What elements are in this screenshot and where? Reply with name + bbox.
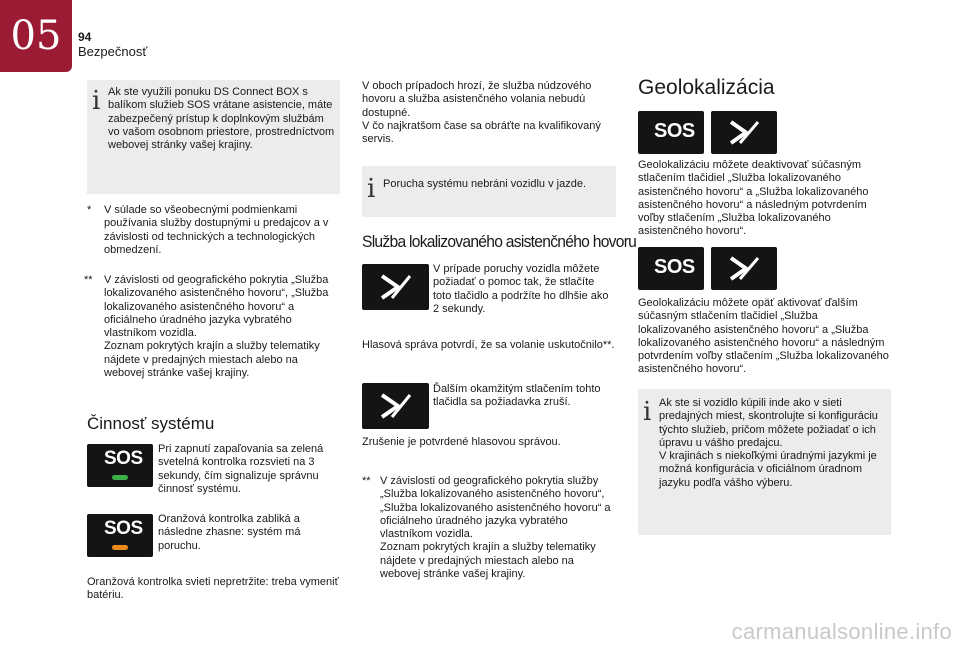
- footnote-paragraph: V závislosti od geografického pokrytia „Služba lokalizovaného asistenčného hovoru“, „Služba lokalizovaného asistenčného hovoru“ a oficiálneho úradného jazyka vybratého vlastníkom vozidla.: [104, 274, 329, 340]
- body-text: Hlasová správa potvrdí, že sa volanie uskutočnilo**.: [362, 339, 615, 351]
- info-box: [638, 389, 891, 535]
- ds-logo-icon: [362, 383, 429, 429]
- footnote-text: V súlade so všeobecnými podmienkami používania služby dostupnými u predajcov a v závislosti od technických a technologických obmedzení.: [104, 204, 329, 256]
- ds-logo-icon: [711, 111, 777, 154]
- sos-button-image: [638, 247, 704, 290]
- footnote-marker: *: [87, 204, 92, 216]
- info-icon: i: [92, 86, 101, 116]
- footnote-paragraph: Zoznam pokrytých krajín a služby telematiky nájdete v predajných miestach alebo na webovej stránke vašej krajiny.: [380, 541, 596, 581]
- section-title: Bezpečnosť: [78, 44, 148, 59]
- info-paragraph: Ak ste si vozidlo kúpili inde ako v sieti predajných miest, skontrolujte si konfiguráciu týchto služieb, pričom môžete požiadať o ich úpravu u vášho predajcu.: [659, 397, 878, 449]
- ds-button-image: [362, 264, 429, 310]
- body-text: Geolokalizáciu môžete deaktivovať súčasným stlačením tlačidiel „Služba lokalizovaného asistenčného hovoru“ a „Služba lokalizovaného asistenčného hovoru“ a následným potvrdením voľby stlačením „Služba lokalizovaného asistenčného hovoru“.: [638, 159, 869, 238]
- info-text: [659, 397, 887, 490]
- page-number: 94: [78, 30, 92, 44]
- green-led-icon: [112, 475, 128, 480]
- section-heading: Služba lokalizovaného asistenčného hovoru: [362, 232, 637, 251]
- body-paragraph: V oboch prípadoch hrozí, že služba núdzového hovoru a služba asistenčného volania nebudú dostupné.: [362, 80, 592, 119]
- info-icon: i: [367, 174, 376, 204]
- orange-led-icon: [112, 545, 128, 550]
- info-text: Porucha systému nebráni vozidlu v jazde.: [383, 178, 586, 190]
- footnote-marker: **: [84, 274, 93, 286]
- chapter-number: 05: [10, 13, 62, 59]
- sos-label: SOS: [654, 256, 695, 278]
- item-text: V prípade poruchy vozidla môžete požiadať o pomoc tak, že stlačíte toto tlačidlo a podržíte ho dlhšie ako 2 sekundy.: [433, 263, 609, 315]
- body-text: Oranžová kontrolka svieti nepretržite: treba vymeniť batériu.: [87, 576, 339, 602]
- footnote-paragraph: Zoznam pokrytých krajín a služby telematiky nájdete v predajných miestach alebo na webovej stránke vašej krajiny.: [104, 340, 320, 380]
- sos-label: SOS: [654, 120, 695, 142]
- chapter-tab: [0, 0, 72, 72]
- body-text: Zrušenie je potvrdené hlasovou správou.: [362, 436, 561, 448]
- ds-logo-icon: [711, 247, 777, 290]
- item-text: Oranžová kontrolka zabliká a následne zhasne: systém má poruchu.: [158, 513, 301, 552]
- item-text: Pri zapnutí zapaľovania sa zelená svetelná kontrolka rozsvieti na 3 sekundy, čím signalizuje správnu činnosť systému.: [158, 443, 324, 495]
- sos-label: SOS: [104, 448, 143, 469]
- ds-logo-icon: [362, 264, 429, 310]
- info-box: [362, 166, 616, 217]
- ds-button-image: [711, 247, 777, 290]
- footnote-text: [104, 274, 340, 380]
- item-text: Ďalším okamžitým stlačením tohto tlačidla sa požiadavka zruší.: [433, 383, 601, 409]
- info-paragraph: V krajinách s niekoľkými úradnými jazykmi je možná konfigurácia v oficiálnom úradnom jazyku podľa vášho výberu.: [659, 450, 877, 489]
- section-heading: Činnosť systému: [87, 414, 215, 433]
- footnote-paragraph: V závislosti od geografického pokrytia služby „Služba lokalizovaného asistenčného hovoru“, „Služba lokalizovaného asistenčného hovoru“ a oficiálneho úradného jazyka vybratého vlastníkom vozidla.: [380, 475, 611, 541]
- ds-button-image: [362, 383, 429, 429]
- watermark: carmanualsonline.info: [731, 619, 952, 644]
- sos-button-green-image: [87, 444, 153, 487]
- body-text: [362, 80, 616, 146]
- body-paragraph: V čo najkratšom čase sa obráťte na kvalifikovaný servis.: [362, 119, 601, 146]
- sos-button-orange-image: [87, 514, 153, 557]
- footnote-text: [380, 475, 616, 581]
- sos-label: SOS: [104, 518, 143, 539]
- sos-button-image: [638, 111, 704, 154]
- info-box: [87, 80, 340, 194]
- body-text: Geolokalizáciu môžete opäť aktivovať ďalším súčasným stlačením tlačidiel „Služba lokalizovaného asistenčného hovoru“ a „Služba lokalizovaného asistenčného hovoru“ a následným potvrdením voľby stlačením „Služba lokalizovaného asistenčného hovoru“.: [638, 297, 889, 376]
- info-text: Ak ste využili ponuku DS Connect BOX s balíkom služieb SOS vrátane asistencie, máte zabezpečený prístup k doplnkovým službám vo vašom osobnom priestore, prostredníctvom webovej stránky vašej krajiny.: [108, 86, 335, 152]
- ds-button-image: [711, 111, 777, 154]
- section-heading: Geolokalizácia: [638, 76, 775, 99]
- footnote-marker: **: [362, 475, 371, 487]
- info-icon: i: [643, 397, 652, 427]
